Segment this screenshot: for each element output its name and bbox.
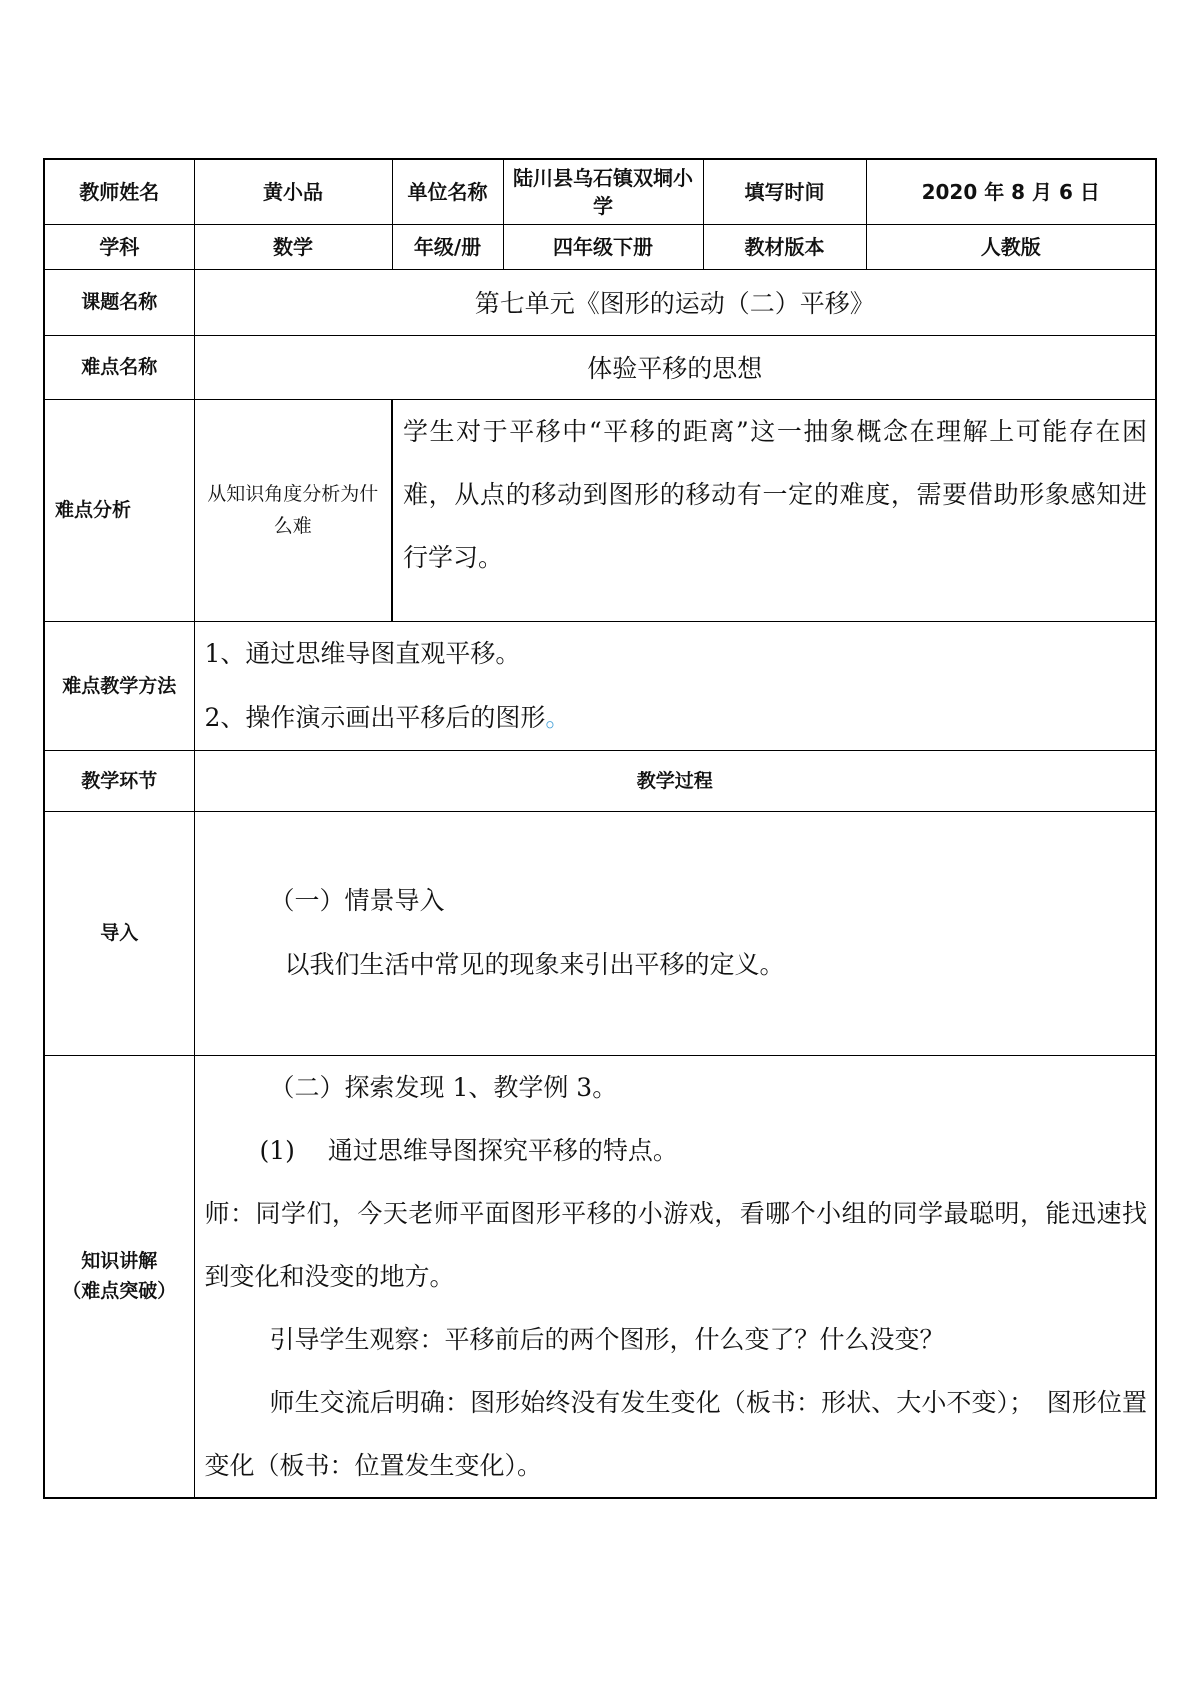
subject-value: 数学 — [194, 224, 392, 269]
row-process-header — [44, 750, 1156, 811]
date-value: 2020 年 8 月 6 日 — [866, 159, 1156, 224]
lesson-plan-table-wrapper — [43, 158, 1155, 1499]
analysis-label: 难点分析 — [44, 399, 194, 621]
row-topic — [44, 269, 1156, 335]
knowledge-label — [44, 1055, 194, 1498]
row-analysis — [44, 399, 1156, 621]
date-label: 填写时间 — [703, 159, 866, 224]
method-line-2-end: 。 — [545, 702, 571, 732]
method-content — [194, 621, 1156, 750]
topic-label: 课题名称 — [44, 269, 194, 335]
topic-value: 第七单元《图形的运动（二）平移》 — [194, 269, 1156, 335]
analysis-text: 学生对于平移中“平移的距离”这一抽象概念在理解上可能存在困难，从点的移动到图形的移动有一定的难度，需要借助形象感知进行学习。 — [392, 399, 1156, 621]
teacher-name: 黄小品 — [194, 159, 392, 224]
edition-label: 教材版本 — [703, 224, 866, 269]
method-line-1: 1、通过思维导图直观平移。 — [204, 638, 521, 668]
row-subject-info — [44, 224, 1156, 269]
method-label: 难点教学方法 — [44, 621, 194, 750]
unit-label: 单位名称 — [392, 159, 503, 224]
subject-label: 学科 — [44, 224, 194, 269]
row-intro — [44, 811, 1156, 1055]
lesson-plan-table — [43, 158, 1157, 1499]
knowledge-p1: （二）探索发现 1、教学例 3。 — [269, 1072, 618, 1102]
row-knowledge — [44, 1055, 1156, 1498]
difficulty-label: 难点名称 — [44, 335, 194, 399]
grade-label: 年级/册 — [392, 224, 503, 269]
method-line-2 — [205, 686, 1148, 750]
edition-value: 人教版 — [866, 224, 1156, 269]
process-label: 教学环节 — [44, 750, 194, 811]
row-teacher-info — [44, 159, 1156, 224]
knowledge-content — [194, 1055, 1156, 1498]
knowledge-label-line-1: 知识讲解 — [81, 1250, 158, 1272]
intro-label: 导入 — [44, 811, 194, 1055]
knowledge-p3: 师：同学们，今天老师平面图形平移的小游戏，看哪个小组的同学最聪明，能迅速找到变化和没变的地方。 — [204, 1198, 1147, 1291]
difficulty-value: 体验平移的思想 — [194, 335, 1156, 399]
method-line-2-text: 2、操作演示画出平移后的图形 — [204, 702, 546, 732]
unit-name: 陆川县乌石镇双垌小学 — [503, 159, 703, 224]
knowledge-label-line-2: （难点突破） — [62, 1280, 177, 1302]
knowledge-p2: (1) 通过思维导图探究平移的特点。 — [259, 1135, 678, 1165]
knowledge-p5: 师生交流后明确：图形始终没有发生变化（板书：形状、大小不变）； 图形位置变化（板书：位置发生变化）。 — [204, 1387, 1147, 1480]
knowledge-p4: 引导学生观察：平移前后的两个图形，什么变了？什么没变？ — [269, 1324, 945, 1354]
process-value: 教学过程 — [194, 750, 1156, 811]
row-difficulty — [44, 335, 1156, 399]
analysis-sub-label: 从知识角度分析为什么难 — [194, 399, 392, 621]
teacher-label: 教师姓名 — [44, 159, 194, 224]
intro-line-2: 以我们生活中常见的现象来引出平移的定义。 — [284, 950, 785, 979]
grade-value: 四年级下册 — [503, 224, 703, 269]
row-method — [44, 621, 1156, 750]
intro-content — [194, 811, 1156, 1055]
intro-line-1: （一）情景导入 — [269, 886, 445, 915]
